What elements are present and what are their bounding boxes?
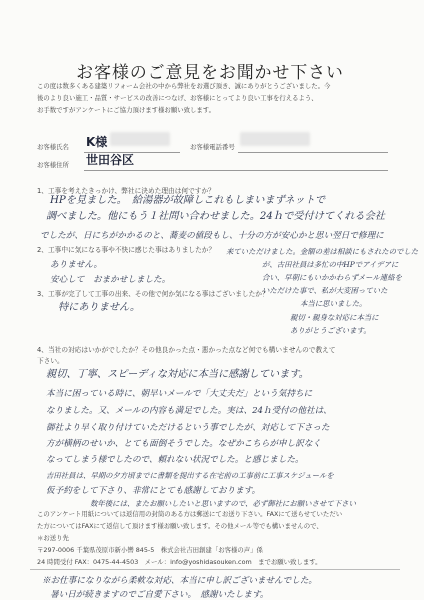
footer-address: 〒297-0006 千葉県茂原市新小轡 845-5 株式会社吉田創建「お客様の声」係 bbox=[37, 546, 263, 554]
footer-divider bbox=[30, 569, 400, 570]
redaction-blur-phone bbox=[240, 132, 310, 146]
question-2-side-note-line-2: が、古田社員は多忙の中HPでアイデアに bbox=[262, 260, 399, 269]
question-2-answer-line-1: ありません。 bbox=[50, 260, 103, 270]
question-1-answer-line-3: でしたが、日にちがかかるのと、蕎麦の値段もし、十分の方が安心かと思い翌日で修理に bbox=[40, 231, 384, 241]
customer-name-label: お客様氏名 bbox=[37, 143, 69, 151]
question-4-answer-line-2: 本当に困っている時に、朝早いメールで「大丈夫だ」という気持ちに bbox=[46, 389, 313, 399]
question-4-answer-line-5: 方が横柄のせいか、とても面倒そうでした。なぜかこちらが申し訳なく bbox=[46, 439, 322, 449]
intro-line-3: お手数ですがアンケートにご協力頂けます様お願い致します。 bbox=[37, 106, 216, 114]
question-2-label: 2、工事中に気になる事や不快に感じた事はありましたか？ bbox=[37, 246, 216, 254]
page-title: お客様のご意見をお聞かせ下さい bbox=[76, 63, 344, 83]
customer-address-label: お客様住所 bbox=[37, 161, 69, 169]
question-2-side-note-line-5: 本当に思いました。 bbox=[300, 299, 367, 308]
question-4-answer-line-1: 親切、丁寧、スピーディな対応に本当に感謝しています。 bbox=[46, 369, 309, 380]
question-4-answer-line-6: なってしまう様でしたので、頼れない状況でした。と感じました。 bbox=[46, 455, 304, 465]
question-4-label-line-2: 下さい。 bbox=[37, 357, 64, 365]
closing-note-line-2: 暑い日が続きますのでご自愛下さい。 感謝いたします。 bbox=[50, 590, 269, 600]
question-4-answer-line-8: 仮予約をして下さり、非常にとても感謝しております。 bbox=[46, 486, 261, 496]
customer-address-underline bbox=[84, 170, 388, 171]
question-2-side-note-line-7: ありがとうございます。 bbox=[290, 326, 371, 335]
question-2-answer-line-2: 安心して おまかせしました。 bbox=[50, 275, 171, 285]
question-1-answer-line-1: HPを見ました。 給湯器が故障しこれもしまいまずネットで bbox=[50, 195, 326, 206]
question-1-answer-line-2: 調べました。他にもう１社問い合わせました。24ｈで受付けてくれる会社 bbox=[46, 211, 385, 222]
question-2-side-note-line-3: 合い、早朝にもいかかわらずメール連絡を bbox=[262, 273, 402, 282]
customer-phone-label: お客様電話番号 bbox=[190, 143, 235, 151]
question-2-side-note-line-4: いただけた事で、私が大変困っていた bbox=[262, 286, 388, 295]
customer-phone-underline bbox=[238, 152, 388, 153]
question-4-answer-line-7: 吉田社員は、早期の夕方頃までに書類を提出する在宅前の工事前に工事スケジュールを bbox=[46, 471, 334, 480]
question-1-label: 1、工事を考えたきっかけ、弊社に決めた理由は何ですか？ bbox=[37, 187, 215, 195]
question-4-answer-line-4: 御社より早く取り付けていただけるという事でしたが、対応して下さった bbox=[46, 423, 330, 433]
customer-name-value: K様 bbox=[86, 135, 108, 149]
footer-send-to-label: ＊お送り先 bbox=[37, 534, 69, 542]
customer-address-value: 世田谷区 bbox=[86, 153, 135, 167]
question-4-answer-line-3: なりました。又、メールの内容も満足でした。実は、24ｈ受付の他社は、 bbox=[46, 406, 332, 416]
question-2-side-note-line-1: 来ていただけました。金額の差は相談にもされたのでした bbox=[226, 247, 419, 256]
question-4-answer-line-9: 数年後には、またお願いしたいと思いますので、必ず御社にお願いさせて下さい bbox=[90, 499, 356, 508]
closing-note-line-1: ※お仕事になりながら柔軟な対応、本当に申し訳ございませんでした。 bbox=[42, 576, 318, 586]
intro-line-1: この度は数多くある建築リフォーム会社の中から弊社をお選び頂き、誠にありがとうございました。今 bbox=[37, 82, 331, 90]
redaction-blur-name bbox=[110, 132, 170, 146]
question-3-answer-line-1: 特にありません。 bbox=[58, 302, 141, 313]
question-3-label: 3、工事が完了して工事の出来、その他で何か気になる事はございましたか？ bbox=[37, 290, 269, 298]
question-2-side-note-line-6: 親切・親身な対応に本当に bbox=[290, 313, 379, 322]
footer-line-1: このアンケート用紙については返信用の封筒のある方は郵送にてお送り下さい。FAXにて送らせていただい bbox=[37, 510, 343, 518]
footer-contact: 24 時間受付 FAX：0475-44-4503 メール：info@yoshidasouken.com までお願い致します。 bbox=[37, 558, 322, 566]
footer-line-2: た方についてはFAXにて返信して頂けます様お願い致します。その他メール等でも構いませんので、 bbox=[37, 522, 323, 530]
intro-line-2: 後のより良い施工・品質・サービスの改善につなげ、お客様にとってより良い工事を行えるよう、 bbox=[37, 94, 318, 102]
question-4-label: 4、当社の対応はいかがでしたか？その他良かった点・悪かった点など何でも構いませんので教えて bbox=[37, 346, 336, 354]
